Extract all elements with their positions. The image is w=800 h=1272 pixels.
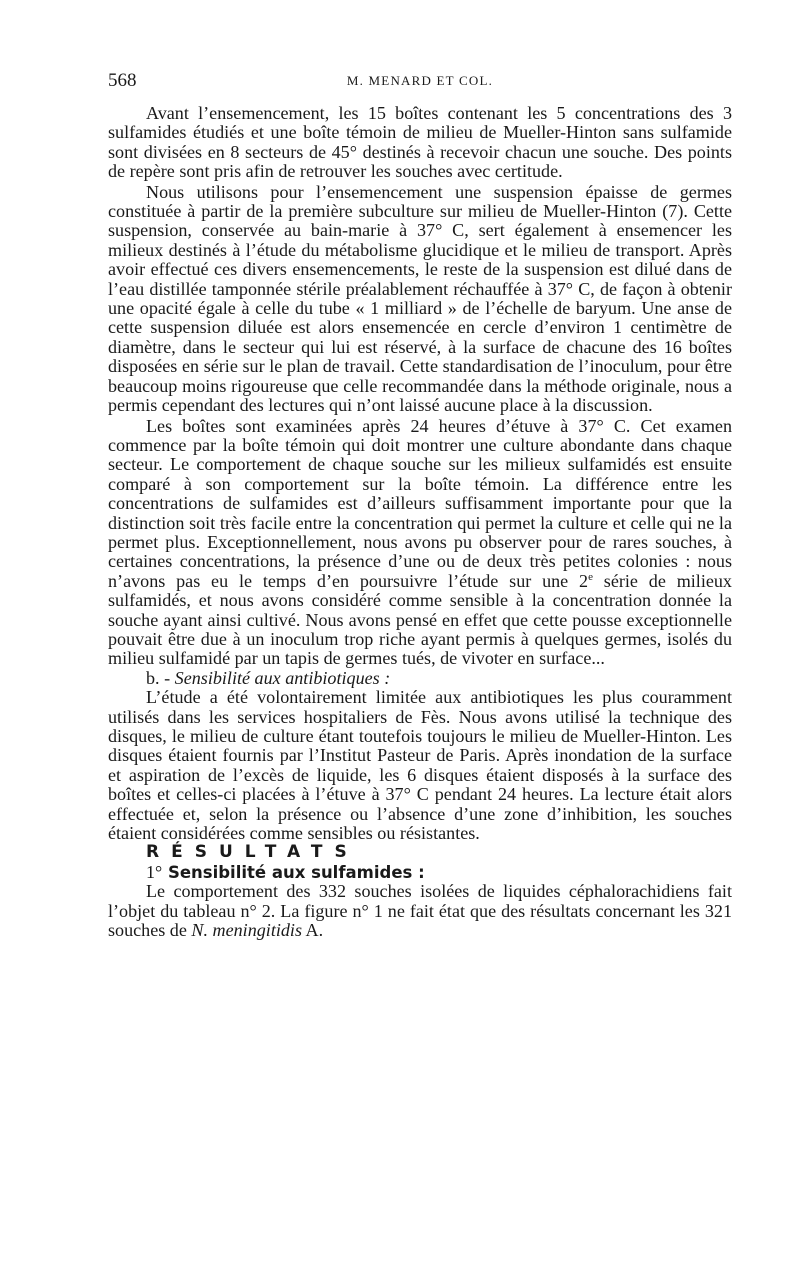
section-title: Sensibilité aux sulfamides : — [167, 862, 425, 882]
page-number: 568 — [108, 70, 137, 91]
paragraph-text-part: série de milieux sulfamidés, et nous avons considéré comme sensible à la concentration donnée la souche ayant ainsi cultivé. Nous avons pensé en effet que cette pousse exceptionnelle pouvait être due à un inoculum trop riche ayant permis à quelques germes, isolés du milieu sulfamidé par un tapis de germes tués, de vivoter en surface... — [108, 570, 732, 669]
subsection-label: Sensibilité aux antibiotiques : — [174, 667, 391, 688]
species-name: N. meningitidis — [191, 920, 302, 941]
subsection-prefix: b. - — [146, 667, 175, 688]
paragraph-text-part: Le comportement des 332 souches isolées de liquides céphalorachidiens fait l’objet du tableau n° 2. La figure n° 1 ne fait état que des résultats concernant les 321 souches de — [108, 881, 732, 941]
paragraph-inoculation-sectors: Avant l’ensemencement, les 15 boîtes contenant les 5 concentrations des 3 sulfamides étudiés et une boîte témoin de milieu de Mueller-Hinton sans sulfamide sont divisées en 8 secteurs de 45° destinés à recevoir chacun une souche. Des points de repère sont pris afin de retrouver les souches avec certitude. — [108, 103, 732, 182]
paragraph-text-part: A. — [302, 920, 324, 941]
body-text — [108, 104, 732, 940]
paragraph-suspension-method: Nous utilisons pour l’ensemencement une suspension épaisse de germes constituée à partir de la première subculture sur milieu de Mueller-Hinton (7). Cette suspension, conservée au bain-marie à 37° C, sert également à ensemencer les milieux destinés à l’étude du métabolisme glucidique et le milieu de transport. Après avoir effectué ces divers ensemencements, le reste de la suspension est dilué dans de l’eau distillée tamponnée stérile préalablement réchauffée à 37° C, de façon à obtenir une opacité égale à celle du tube « 1 milliard » de l’échelle de baryum. Une anse de cette suspension diluée est alors ensemencée en cercle d’environ 1 centimètre de diamètre, dans le secteur qui lui est réservé, à la surface de chacune des 16 boîtes disposées en série sur le plan de travail. Cette standardisation de l’inoculum, pour être beaucoup moins rigoureuse que celle recommandée dans la méthode originale, nous a permis cependant des lectures qui n’ont laissé aucune place à la discussion. — [108, 181, 732, 416]
running-title: M. MENARD ET COL. — [346, 73, 494, 88]
superscript: e — [588, 570, 593, 583]
section-number: 1° — [146, 861, 163, 882]
paragraph-reading-results — [108, 417, 732, 669]
paragraph-antibiotic-method: L’étude a été volontairement limitée aux antibiotiques les plus couramment utilisés dans les services hospitaliers de Fès. Nous avons utilisé la technique des disques, le milieu de culture étant toutefois toujours le milieu de Mueller-Hinton. Les disques étaient fournis par l’Institut Pasteur de Paris. Après inondation de la surface et aspiration de l’excès de liquide, les 6 disques étaient disposés à la surface des boîtes et celles-ci placées à l’étuve à 37° C pendant 24 heures. La lecture était alors effectuée et, selon la présence ou l’absence d’une zone d’inhibition, les souches étaient considérées comme sensibles ou résistantes. — [108, 687, 732, 844]
paragraph-text-part: Les boîtes sont examinées après 24 heures d’étuve à 37° C. Cet examen commence par la boîte témoin qui doit montrer une culture abondante dans chaque secteur. Le comportement de chaque souche sur les milieux sulfamidés est ensuite comparé à son comportement sur la boîte témoin. La différence entre les concentrations de sulfamides est d’ailleurs suffisamment importante pour que la distinction soit très facile entre la concentration qui permet la culture et celle qui ne la permet plus. Exceptionnellement, nous avons pu observer pour de rares souches, à certaines concentrations, la présence d’une ou de deux très petites colonies : nous n’avons pas eu le temps d’en poursuivre l’étude sur une 2 — [108, 415, 732, 591]
page-header — [108, 70, 732, 94]
section-heading-sulfamides — [108, 863, 732, 882]
subsection-heading-antibiotics — [108, 669, 732, 688]
paragraph-results-summary — [108, 882, 732, 940]
results-heading: RÉSULTATS — [146, 842, 359, 863]
